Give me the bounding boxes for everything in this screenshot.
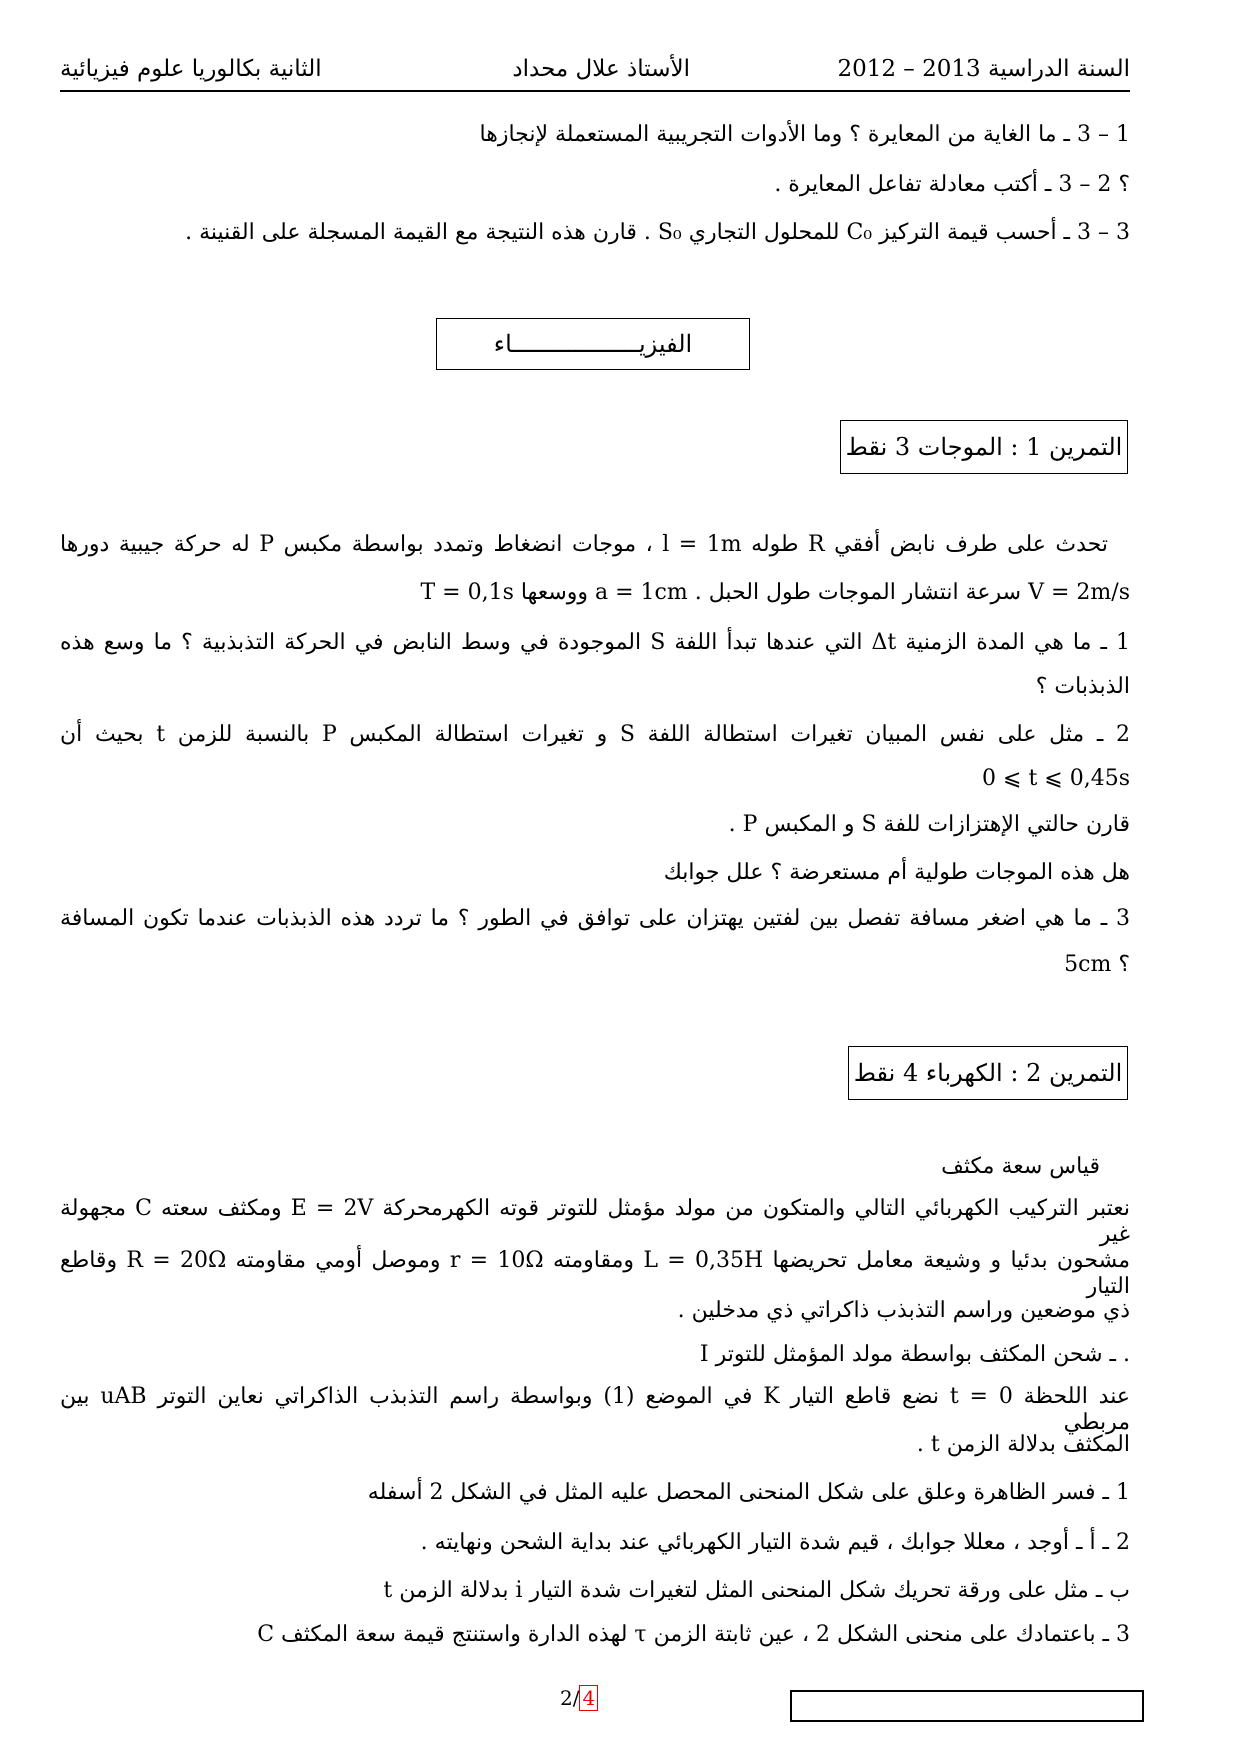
ex2-paragraph-6: المكثف بدلالة الزمن t . [916,1432,1130,1457]
physics-section-title: الفيزيــــــــــــــــــاء [436,318,750,370]
ex1-question-2: 2 ـ مثل على نفس المبيان تغيرات استطالة اللفة S و تغيرات استطالة المكبس P بالنسبة للزمن t بحيث أن [60,722,1130,747]
footer-empty-box [790,1690,1144,1722]
page-number [560,1686,598,1710]
ex2-question-1: 1 ـ فسر الظاهرة وعلق على شكل المنحنى المحصل عليه المثل في الشكل 2 أسفله [367,1480,1130,1505]
page-header [60,52,1130,92]
ex2-question-2a: 2 ـ أ ـ أوجد ، معللا جوابك ، قيم شدة التيار الكهربائي عند بداية الشحن ونهايته . [420,1530,1130,1555]
ex1-intro-line-1: تحدث على طرف نابض أفقي R طوله l = 1m ، موجات انضغاط وتمدد بواسطة مكبس P له حركة جيبية دورها [60,532,1109,557]
ex1-question-2-compare: قارن حالتي الإهتزازات للفة S و المكبس P . [728,812,1130,837]
ex2-question-2b: ب ـ مثل على ورقة تحريك شكل المنحنى المثل لتغيرات شدة التيار i بدلالة الزمن t [383,1578,1130,1603]
ex2-paragraph-2: مشحون بدئيا و وشيعة معامل تحريضها L = 0,35H ومقاومته r = 10Ω وموصل أومي مقاومته R = 20Ω وقاطع التيار [60,1248,1131,1300]
ex2-question-3: 3 ـ باعتمادك على منحنى الشكل 2 ، عين ثابتة الزمن τ لهذه الدارة واستنتج قيمة سعة المكثف C [257,1622,1130,1647]
ex1-intro-line-2: T = 0,1s ووسعها a = 1cm . سرعة انتشار الموجات طول الحبل V = 2m/s [420,580,1130,605]
page-current: 2/ [560,1686,580,1710]
ex2-part-I: I ـ شحن المكثف بواسطة مولد المؤمثل للتوتر . [699,1342,1130,1367]
chem-question-3-3: 3 – 3 ـ أحسب قيمة التركيز C₀ للمحلول التجاري S₀ . قارن هذه النتيجة مع القيمة المسجلة على القنينة . [185,220,1130,245]
ex1-question-2-wave-type: هل هذه الموجات طولية أم مستعرضة ؟ علل جوابك [663,860,1130,885]
ex1-question-1: 1 ـ ما هي المدة الزمنية Δt التي عندها تبدأ اللفة S الموجودة في وسط النابض في الحركة التذبذبية ؟ ما وسع هذه [60,630,1131,655]
ex1-question-2-range: 0 ⩽ t ⩽ 0,45s [982,766,1130,791]
class-level: الثانية بكالوريا علوم فيزيائية [60,56,322,82]
ex2-subtitle: قياس سعة مكثف [941,1154,1100,1179]
header-rule [60,90,1130,92]
school-year: السنة الدراسية 2013 – 2012 [837,56,1130,82]
ex2-paragraph-3: ذي موضعين وراسم التذبذب ذاكراتي ذي مدخلين . [677,1298,1130,1323]
ex2-paragraph-5: عند اللحظة t = 0 نضع قاطع التيار K في الموضع (1) وبواسطة راسم التذبذب الذاكراتي نعاين التوتر uAB بين مربطي [60,1384,1130,1436]
chem-question-3-1: 1 – 3 ـ ما الغاية من المعايرة ؟ وما الأدوات التجريبية المستعملة لإنجازها [479,122,1130,147]
chem-question-3-2: ؟ 2 – 3 ـ أكتب معادلة تفاعل المعايرة . [774,172,1130,197]
ex1-question-3: 3 ـ ما هي اضغر مسافة تفصل بين لفتين يهتزان على توافق في الطور ؟ ما تردد هذه الذبذبات عندما تكون المسافة [60,906,1130,931]
ex2-paragraph-1: نعتبر التركيب الكهربائي التالي والمتكون من مولد مؤمثل للتوتر قوته الكهرمحركة E = 2V ومكثف سعته C مجهولة غير [60,1196,1131,1248]
page-total-link[interactable]: 4 [579,1685,598,1711]
teacher-name: الأستاذ علال محداد [512,56,690,82]
ex1-question-1-cont: الذبذبات ؟ [1035,674,1130,699]
exercise-1-title: التمرين 1 : الموجات 3 نقط [840,420,1128,474]
ex1-question-3-cont: 5cm ؟ [1064,952,1130,977]
exercise-2-title: التمرين 2 : الكهرباء 4 نقط [848,1046,1128,1100]
